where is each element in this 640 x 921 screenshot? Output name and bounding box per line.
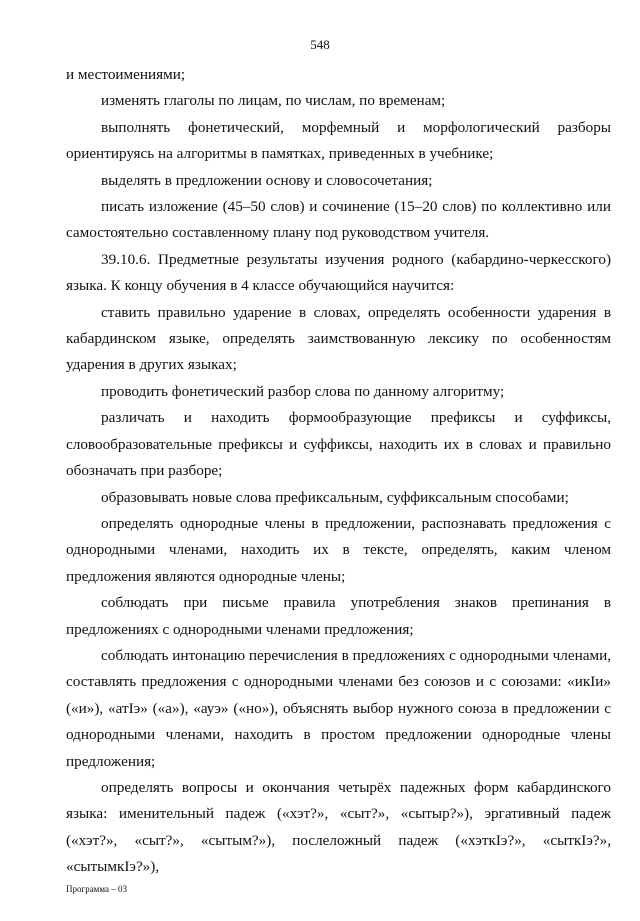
paragraph: соблюдать интонацию перечисления в предложениях с однородными членами, составлять предложения с однородными членами без союзов и с союзами: «икIи» («и»), «атIэ» («а»), «ауэ» («но»), объяснять выбор нужного союза в предложении с однородными членами, находить в простом предложении однородные члены предложения; [66,646,611,770]
document-body [66,62,611,881]
paragraph: писать изложение (45–50 слов) и сочинение (15–20 слов) по коллективно или самостоятельно составленному плану под руководством учителя. [66,198,611,242]
paragraph: выполнять фонетический, морфемный и морфологический разборы ориентируясь на алгоритмы в памятках, приведенных в учебнике; [66,118,611,163]
paragraph: проводить фонетический разбор слова по данному алгоритму; [101,382,505,400]
paragraph: и местоимениями; [66,66,186,83]
footer-label: Программа – 03 [66,884,128,894]
paragraph: определять однородные члены в предложении, распознавать предложения с однородными членами, находить их в тексте, определять, каким членом предложения являются однородные члены; [66,514,611,585]
paragraph: выделять в предложении основу и словосочетания; [101,171,433,189]
paragraph: изменять глаголы по лицам, по числам, по временам; [101,92,446,110]
paragraph: различать и находить формообразующие префиксы и суффиксы, словообразовательные префиксы и суффиксы, находить их в словах и правильно обозначать при разборе; [66,409,611,480]
paragraph: 39.10.6. Предметные результаты изучения родного (кабардино-черкесского) языка. К концу обучения в 4 классе обучающийся научится: [66,250,611,295]
paragraph: определять вопросы и окончания четырёх падежных форм кабардинского языка: именительный падеж («хэт?», «сыт?», «сытыр?»), эргативный падеж («хэт?», «сыт?», «сытым?»), послеложный падеж («хэткIэ?», «сыткIэ?», «сытымкIэ?»), [66,778,611,876]
paragraph: ставить правильно ударение в словах, определять особенности ударения в кабардинском языке, определять заимствованную лексику по особенностям ударения в других языках; [66,303,611,374]
page-number: 548 [310,37,330,52]
paragraph: соблюдать при письме правила употребления знаков препинания в предложениях с однородными членами предложения; [66,594,611,638]
paragraph: образовывать новые слова префиксальным, суффиксальным способами; [101,488,569,506]
